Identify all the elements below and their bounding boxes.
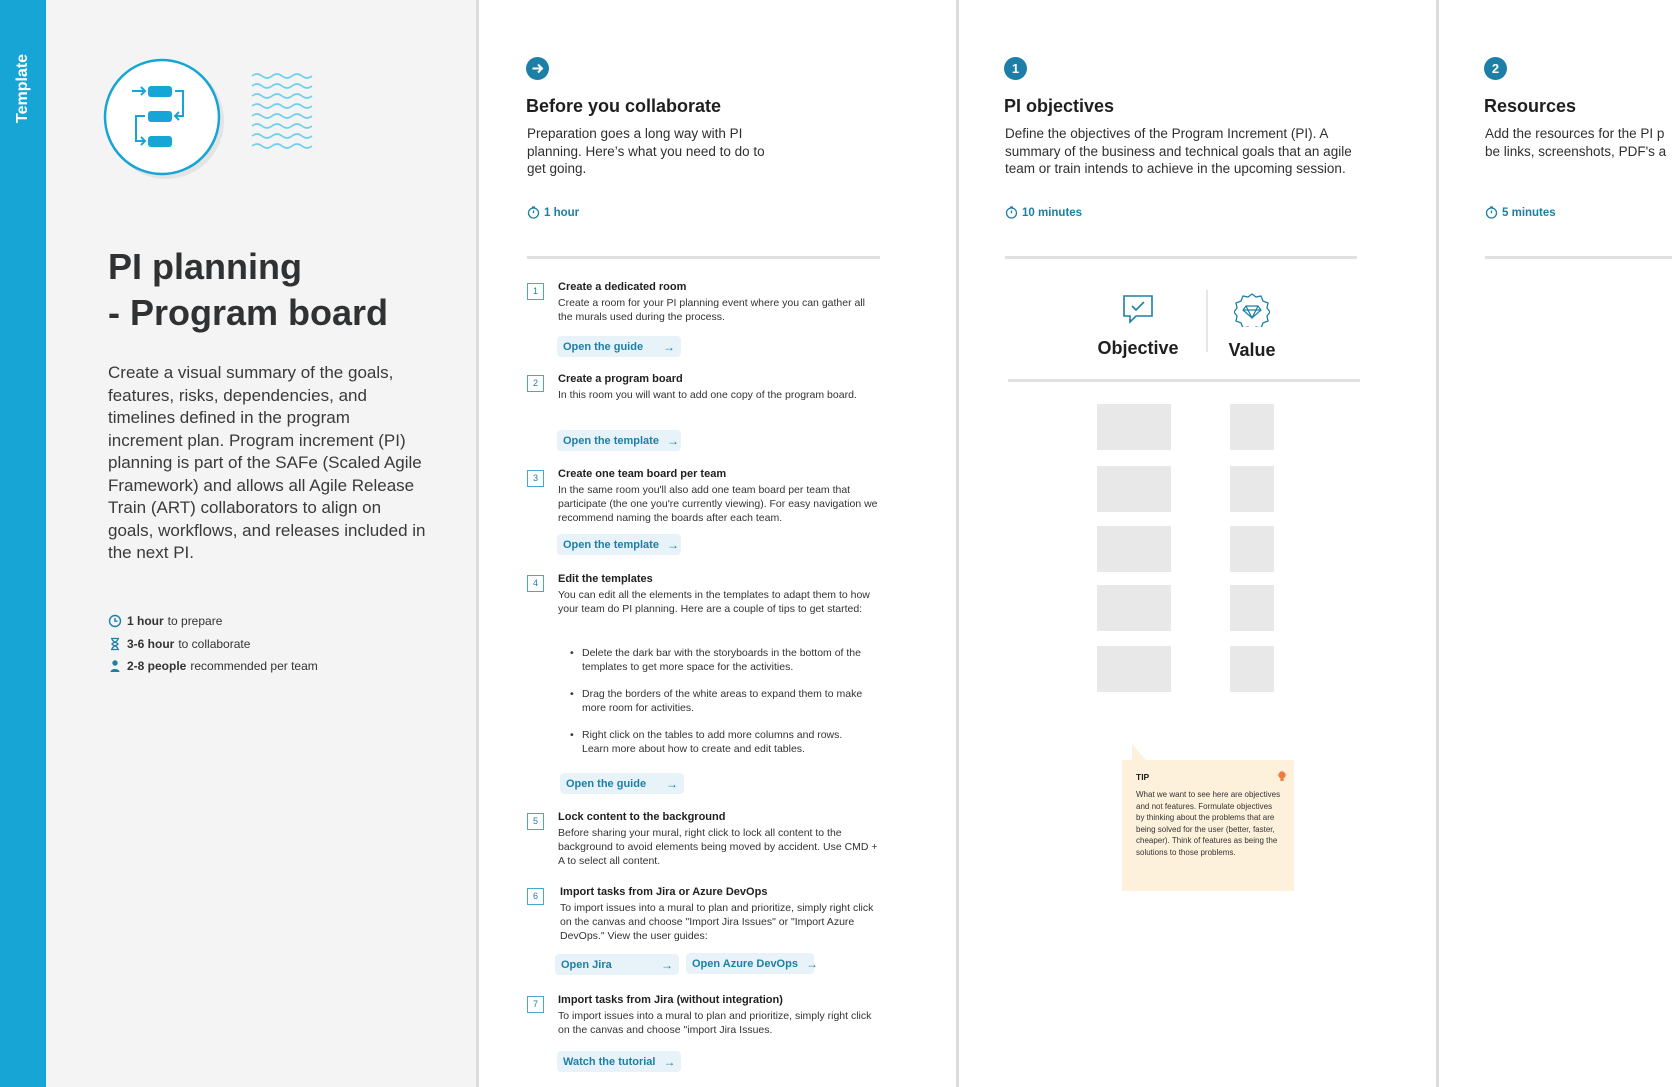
objective-cell[interactable] [1097, 646, 1171, 692]
chat-check-icon [1121, 293, 1155, 325]
arrow-right-icon: → [663, 339, 675, 354]
step-text: In this room you will want to add one copy of the program board. [558, 389, 857, 401]
step-number: 2 [527, 375, 544, 392]
value-header [1220, 293, 1284, 361]
open-guide-button[interactable] [557, 336, 681, 357]
value-cell[interactable] [1230, 466, 1274, 512]
fact-prepare-text: to prepare [167, 614, 223, 629]
step-badge: 1 [1004, 57, 1027, 80]
step-title: Lock content to the background [558, 811, 726, 823]
column-divider [956, 0, 959, 1087]
button-label: Open Azure DevOps [692, 957, 798, 970]
table-header-rule [1008, 379, 1360, 382]
button-label: Open Jira [561, 958, 612, 971]
page-title [108, 244, 448, 336]
arrow-right-icon: → [666, 537, 679, 552]
fact-people-bold: 2-8 people [127, 659, 187, 674]
objective-cell[interactable] [1097, 404, 1171, 450]
button-label: Watch the tutorial [563, 1055, 656, 1068]
step-text: Create a room for your PI planning event where you can gather all the murals used during the process. [558, 297, 866, 323]
button-label: Open the guide [563, 340, 644, 353]
open-jira-button[interactable] [555, 954, 679, 975]
step-title: Import tasks from Jira or Azure DevOps [560, 886, 768, 898]
step-text: You can edit all the elements in the templates to adapt them to how your team do PI planning. Here are a couple of tips to get started: [558, 589, 870, 615]
program-board-hero-icon [102, 54, 332, 184]
column-title: PI objectives [1004, 96, 1115, 116]
column-divider [476, 0, 479, 1087]
button-label: Open the template [563, 538, 659, 551]
timer-icon [1005, 206, 1018, 219]
step-text: Before sharing your mural, right click to lock all content to the background to avoid elements being moved by accident. Use CMD + A to select all content. [558, 827, 878, 867]
intro-panel [46, 0, 476, 1087]
step-title: Import tasks from Jira (without integration) [558, 994, 783, 1006]
step-number: 7 [527, 996, 544, 1013]
step-text: To import issues into a mural to plan and prioritize, simply right click on the canvas and choose "Import Jira Issues" or "Import Azure DevOps." View the user guides: [560, 902, 874, 942]
tip-body: What we want to see here are objectives and not features. Formulate objectives by thinking about the problems that are being solved for the user (better, faster, cheaper). Think of features as being the solutions to those problems. [1136, 790, 1281, 857]
value-cell[interactable] [1230, 404, 1274, 450]
duration-text: 1 hour [544, 206, 580, 219]
duration-text: 5 minutes [1502, 206, 1556, 219]
tip-bullet: • Delete the dark bar with the storyboards in the bottom of the templates to get more space for the activities. [570, 646, 870, 674]
duration [1485, 206, 1556, 219]
title-line-1: PI planning [108, 246, 302, 287]
arrow-right-icon: → [666, 433, 679, 448]
column-description-line: Add the resources for the PI p [1485, 126, 1665, 141]
tip-note[interactable] [1122, 760, 1294, 891]
section-rule [527, 256, 880, 259]
fact-people [108, 655, 318, 678]
hourglass-icon [108, 637, 122, 651]
arrow-right-icon [526, 57, 549, 80]
tip-heading: TIP [1136, 772, 1150, 782]
intro-description: Create a visual summary of the goals, features, risks, dependencies, and timelines defined in the program increment plan. Program increment (PI) planning is part of the SAFe (Scaled Agile Framework) and allows all Agile Release Train (ART) collaborators to align on goals, workflows, and releases included in the next PI. [108, 363, 426, 562]
template-tag-strip [0, 0, 46, 1087]
button-label: Open the template [563, 434, 659, 447]
step-text: To import issues into a mural to plan and prioritize, simply right click on the canvas and choose "import Jira Issues. [558, 1010, 872, 1036]
arrow-right-icon: → [661, 957, 673, 972]
arrow-right-icon: → [805, 956, 818, 971]
step-number: 3 [527, 470, 544, 487]
fact-prepare-bold: 1 hour [127, 614, 164, 629]
section-rule [1485, 256, 1672, 259]
clock-icon [108, 614, 122, 628]
gem-badge-icon [1234, 293, 1270, 327]
open-template-button[interactable] [557, 430, 681, 451]
fact-collaborate-text: to collaborate [178, 636, 251, 651]
objective-label: Objective [1097, 338, 1179, 358]
value-label: Value [1228, 340, 1276, 360]
duration [527, 206, 579, 219]
objective-cell[interactable] [1097, 526, 1171, 572]
objective-cell[interactable] [1097, 585, 1171, 631]
lightbulb-icon [1277, 770, 1287, 784]
timer-icon [527, 206, 540, 219]
person-icon [108, 659, 122, 673]
open-template-button[interactable] [557, 534, 681, 555]
template-tag-label: Template [14, 53, 31, 123]
fact-collaborate-bold: 3-6 hour [127, 636, 175, 651]
fact-prepare [108, 610, 318, 633]
step-title: Create a program board [558, 373, 683, 385]
value-cell[interactable] [1230, 646, 1274, 692]
column-description: Preparation goes a long way with PI planning. Here’s what you need to do to get going. [527, 126, 765, 176]
arrow-right-icon: → [663, 1054, 676, 1069]
step-number: 6 [527, 888, 544, 905]
value-cell[interactable] [1230, 585, 1274, 631]
open-guide-button[interactable] [560, 773, 684, 794]
tip-bullet: • Drag the borders of the white areas to expand them to make more room for activities. [570, 687, 870, 715]
objective-header [1096, 293, 1180, 359]
step-text: In the same room you'll also add one team board per team that participate (the one you're currently viewing). For easy navigation we recommend naming the boards after each team. [558, 484, 878, 524]
tips-list [570, 646, 870, 769]
column-description: Define the objectives of the Program Increment (PI). A summary of the business and technical goals that an agile team or train intends to achieve in the upcoming session. [1005, 126, 1352, 176]
section-rule [1005, 256, 1357, 259]
watch-tutorial-button[interactable] [557, 1051, 681, 1072]
step-badge: 2 [1484, 57, 1507, 80]
arrow-right-icon: → [666, 776, 678, 791]
step-title: Create a dedicated room [558, 281, 687, 293]
value-cell[interactable] [1230, 526, 1274, 572]
duration [1005, 206, 1082, 219]
column-title: Resources [1484, 96, 1577, 116]
column-description-line: be links, screenshots, PDF's a [1485, 143, 1667, 159]
fact-people-text: recommended per team [190, 659, 318, 674]
timer-icon [1485, 206, 1498, 219]
step-title: Edit the templates [558, 573, 653, 585]
step-number: 1 [527, 283, 544, 300]
facts-list [108, 610, 318, 678]
step-number: 4 [527, 575, 544, 592]
button-label: Open the guide [566, 777, 647, 790]
header-separator [1206, 290, 1208, 352]
objective-cell[interactable] [1097, 466, 1171, 512]
fact-collaborate [108, 633, 318, 656]
step-title: Create one team board per team [558, 468, 727, 480]
column-title: Before you collaborate [526, 96, 722, 116]
duration-text: 10 minutes [1022, 206, 1083, 219]
open-azure-devops-button[interactable] [686, 953, 818, 974]
step-number: 5 [527, 813, 544, 830]
column-description [1485, 125, 1672, 160]
column-divider [1436, 0, 1439, 1087]
title-line-2: - Program board [108, 292, 389, 333]
tip-bullet: • Right click on the tables to add more columns and rows. Learn more about how to create and edit tables. [570, 728, 870, 756]
